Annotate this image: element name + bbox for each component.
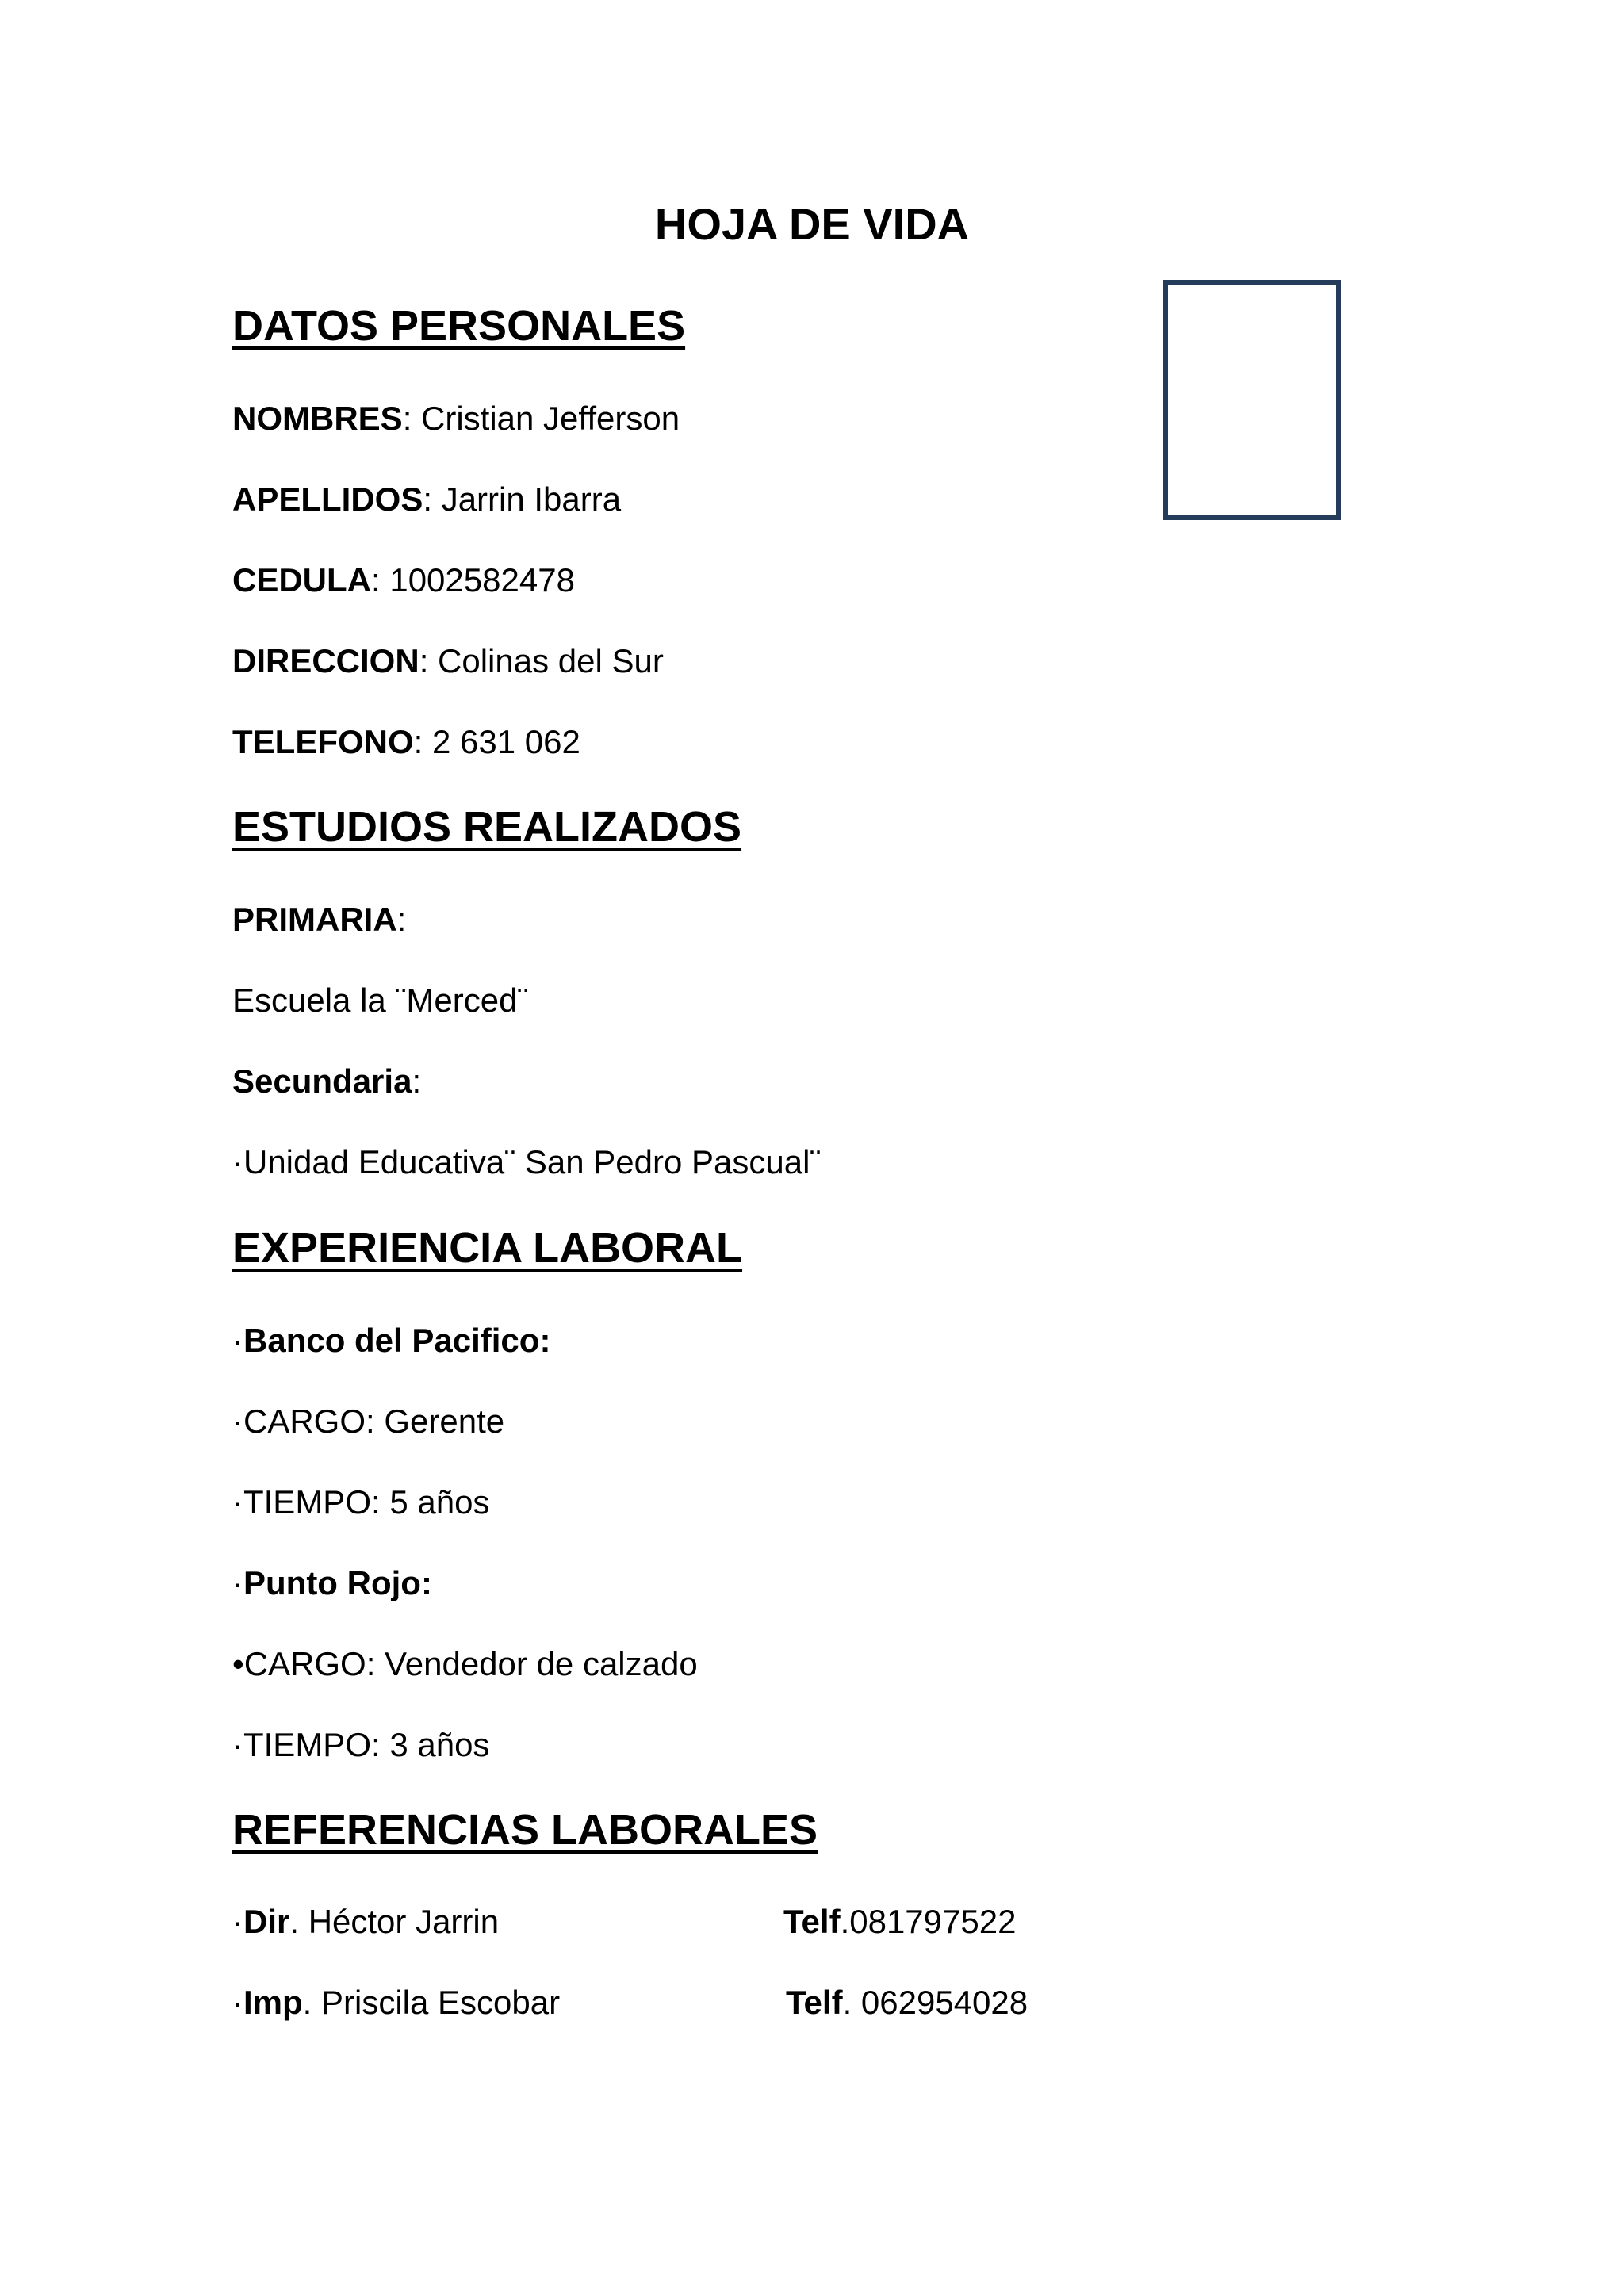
direccion-line [232, 639, 664, 683]
apellidos-line [232, 477, 621, 522]
telefono-label: TELEFONO [232, 723, 414, 760]
reference-bullet: · [232, 1903, 243, 1940]
reference-name-line [232, 1900, 499, 1944]
document-title: HOJA DE VIDA [654, 199, 970, 249]
telefono-line [232, 720, 580, 764]
cedula-value: : 1002582478 [371, 561, 575, 599]
telefono-value: : 2 631 062 [413, 723, 580, 760]
job-cargo: •CARGO: Vendedor de calzado [232, 1645, 698, 1682]
secundaria-line [232, 1059, 421, 1104]
primaria-line [232, 897, 406, 942]
direccion-label: DIRECCION [232, 642, 419, 679]
secundaria-school: ·Unidad Educativa¨ San Pedro Pascual¨ [232, 1143, 822, 1181]
reference-phone-label: Telf [786, 1984, 843, 2021]
job-cargo: ·CARGO: Gerente [232, 1402, 505, 1440]
reference-phone-value: .081797522 [840, 1903, 1017, 1940]
reference-phone-label: Telf [783, 1903, 841, 1940]
reference-name-line [232, 1980, 560, 2025]
cedula-label: CEDULA [232, 561, 371, 599]
primaria-colon: : [396, 901, 407, 938]
primaria-school: Escuela la ¨Merced¨ [232, 982, 529, 1019]
studies-heading: ESTUDIOS REALIZADOS [232, 803, 742, 851]
job-tiempo: ·TIEMPO: 5 años [232, 1483, 490, 1521]
reference-phone-value: . 062954028 [842, 1984, 1028, 2021]
job-company-line [232, 1318, 550, 1363]
secundaria-label: Secundaria [232, 1062, 412, 1100]
references-heading: REFERENCIAS LABORALES [232, 1806, 818, 1854]
job-bullet: · [232, 1322, 243, 1359]
job-company: Punto Rojo: [243, 1564, 432, 1601]
reference-phone [783, 1900, 1016, 1944]
apellidos-value: : Jarrin Ibarra [423, 480, 622, 518]
nombres-label: NOMBRES [232, 400, 403, 437]
nombres-value: : Cristian Jefferson [402, 400, 680, 437]
cedula-line [232, 558, 575, 603]
reference-bullet: · [232, 1984, 243, 2021]
reference-title: Imp [243, 1984, 303, 2021]
primaria-label: PRIMARIA [232, 901, 397, 938]
reference-name: . Héctor Jarrin [289, 1903, 500, 1940]
job-company-line [232, 1561, 432, 1605]
experience-heading: EXPERIENCIA LABORAL [232, 1224, 743, 1272]
job-company: Banco del Pacifico: [243, 1322, 551, 1359]
secundaria-colon: : [412, 1062, 422, 1100]
reference-title: Dir [243, 1903, 290, 1940]
reference-phone [786, 1980, 1028, 2025]
photo-placeholder-frame [1163, 280, 1341, 520]
personal-data-heading: DATOS PERSONALES [232, 302, 686, 350]
direccion-value: : Colinas del Sur [419, 642, 664, 679]
job-bullet: · [232, 1564, 243, 1601]
job-tiempo: ·TIEMPO: 3 años [232, 1726, 490, 1763]
apellidos-label: APELLIDOS [232, 480, 423, 518]
nombres-line [232, 396, 680, 441]
reference-name: . Priscila Escobar [302, 1984, 561, 2021]
